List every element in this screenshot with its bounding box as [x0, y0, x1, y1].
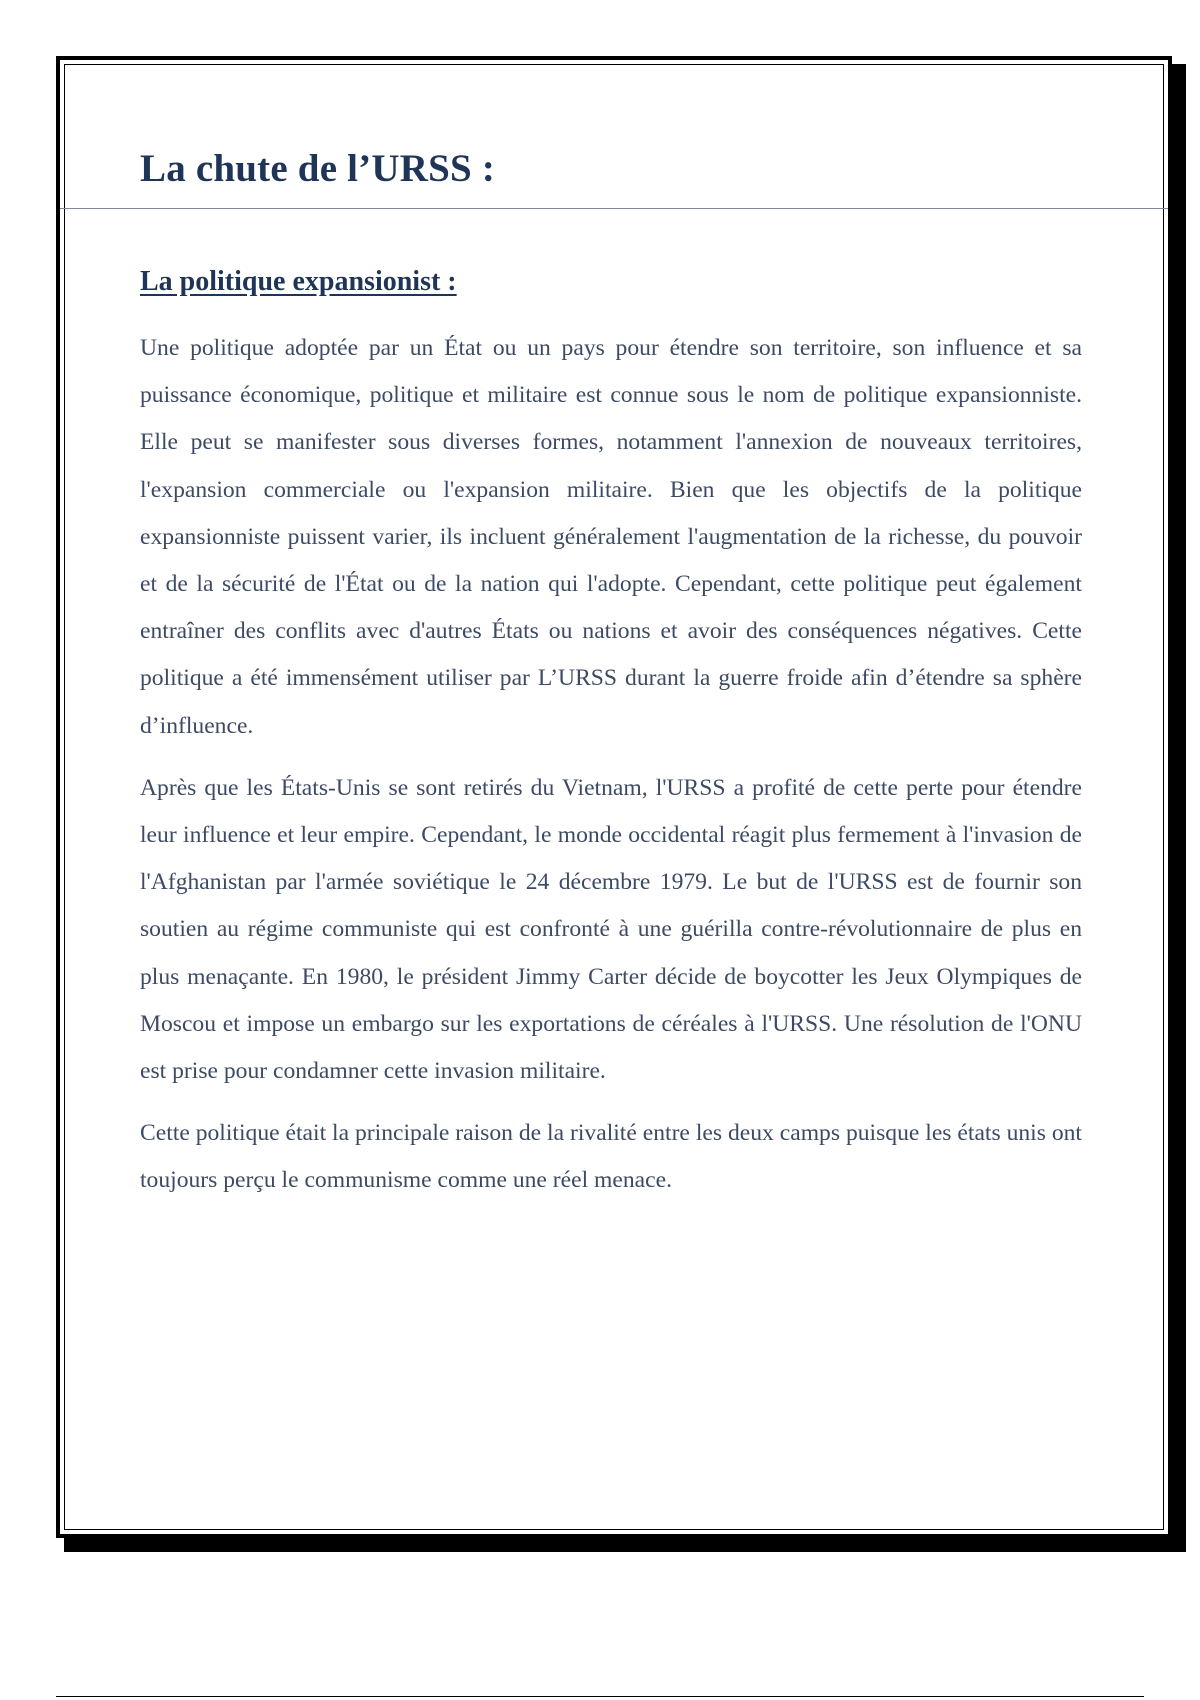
page-title: La chute de l’URSS : [140, 147, 496, 190]
paragraph-2: Après que les États-Unis se sont retirés du Vietnam, l'URSS a profité de cette perte pour étendre leur influence et leur empire. Cependant, le monde occidental réagit plus fermement à l'invasion de l'Afghanistan par l'armée soviétique le 24 décembre 1979. Le but de l'URSS est de fournir son soutien au régime communiste qui est confronté à une guérilla contre-révolutionnaire de plus en plus menaçante. En 1980, le président Jimmy Carter décide de boycotter les Jeux Olympiques de Moscou et impose un embargo sur les exportations de céréales à l'URSS. Une résolution de l'ONU est prise pour condamner cette invasion militaire. [140, 774, 1082, 1085]
title-divider [60, 208, 1168, 209]
paragraph-3: Cette politique était la principale raison de la rivalité entre les deux camps puisque les états unis ont toujours perçu le communisme comme une réel menace. [140, 1120, 1082, 1194]
footer-divider [56, 1696, 1144, 1697]
section-heading: La politique expansionist : [140, 266, 457, 297]
page-frame [56, 56, 1172, 1538]
paragraph-1: Une politique adoptée par un État ou un pays pour étendre son territoire, son influence et sa puissance économique, politique et militaire est connue sous le nom de politique expansionniste. Elle peut se manifester sous diverses formes, notamment l'annexion de nouveaux territoires, l'expansion commerciale ou l'expansion militaire. Bien que les objectifs de la politique expansionniste puissent varier, ils incluent généralement l'augmentation de la richesse, du pouvoir et de la sécurité de l'État ou de la nation qui l'adopte. Cependant, cette politique peut également entraîner des conflits avec d'autres États ou nations et avoir des conséquences négatives. Cette politique a été immensément utiliser par L’URSS durant la guerre froide afin d’étendre sa sphère d’influence. [140, 335, 1082, 739]
document-body [140, 265, 1082, 1220]
